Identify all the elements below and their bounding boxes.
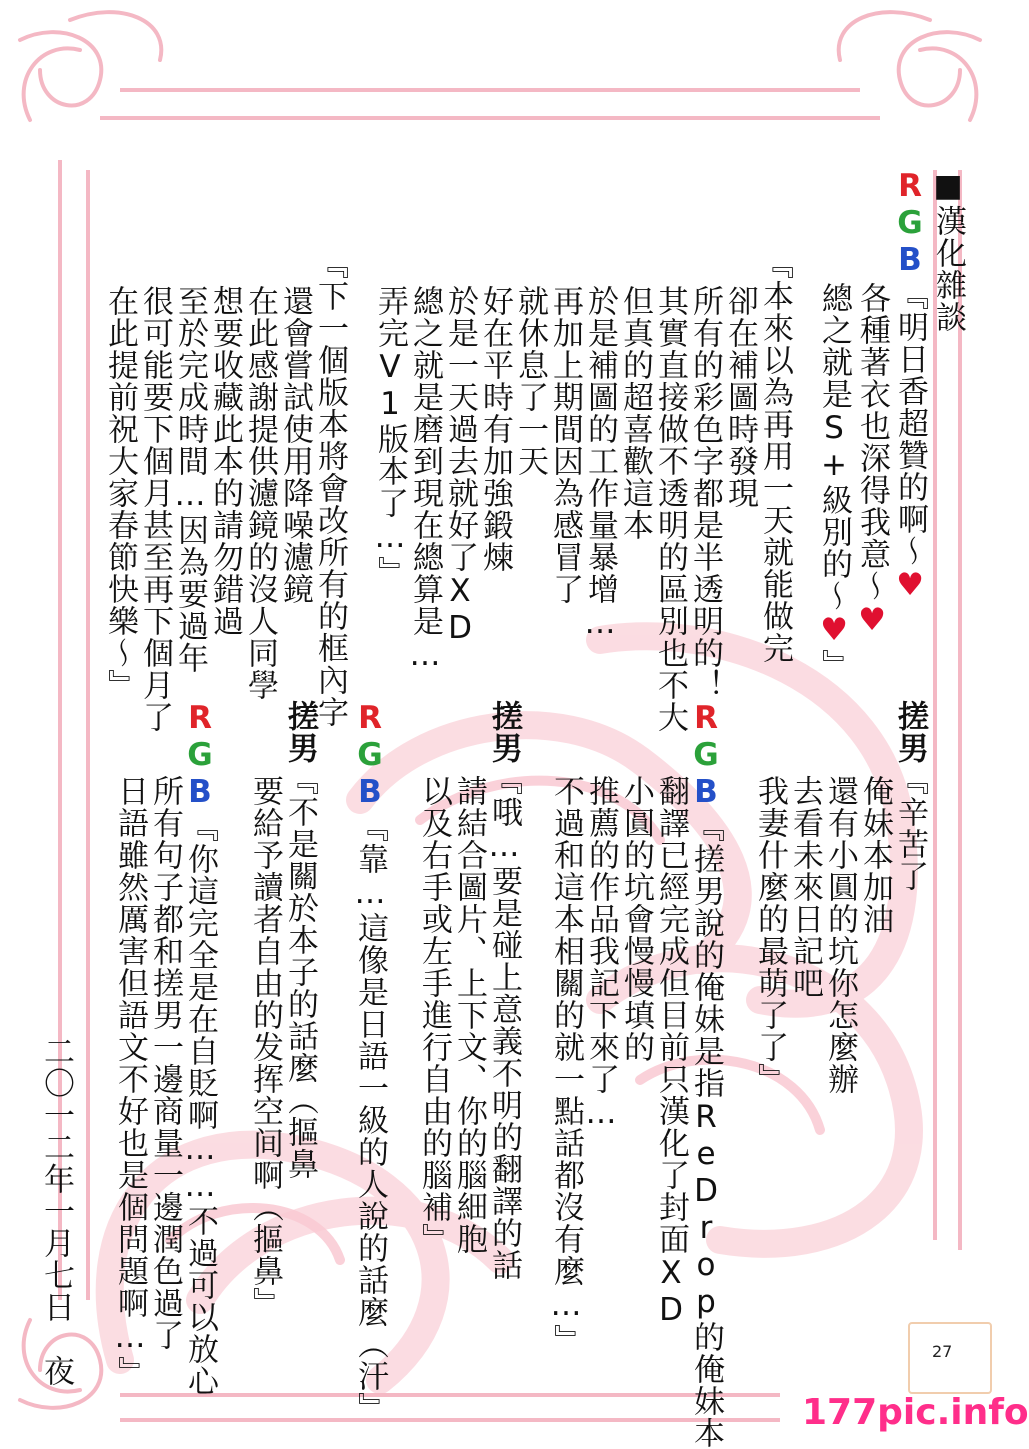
column-upper-c8 [510, 285, 549, 477]
text-line: 『不是關於本子的話麼（摳鼻 [282, 764, 318, 1180]
text-line: 俺妹本加油 [857, 775, 893, 935]
speaker-rgb-r: R [182, 700, 218, 737]
heart-icon: ♥ [854, 602, 890, 639]
text-line: 『你這完全是在自貶啊……不過可以放心 [182, 811, 218, 1397]
date-signature: 二〇一二年一月七日 夜 [38, 1035, 74, 1387]
column-lower-d5 [750, 775, 789, 1095]
speaker-rgb-g: G [182, 737, 218, 774]
column-lower-d15 [280, 700, 319, 1180]
column-lower-d8 [616, 775, 655, 1063]
column-lower-d14 [350, 700, 389, 1424]
column-lower-d16 [245, 775, 284, 1319]
speaker-rgb-r: R [892, 168, 928, 205]
column-upper-c14 [275, 285, 314, 605]
speaker-cuo: 搓男 [282, 700, 318, 764]
text-line: 在此感謝提供濾鏡的沒人同學 [242, 285, 278, 701]
column-lower-d3 [820, 775, 859, 1095]
column-lower-d10 [546, 775, 585, 1356]
column-lower-d13 [414, 775, 453, 1255]
section-heading: ■漢化雜談 [930, 168, 966, 333]
text-line: 還會嘗試使用降噪濾鏡 [277, 285, 313, 605]
text-line: 至於完成時間…因為要過年 [172, 285, 208, 674]
text-line: 於是補圖的工作量暴增… [582, 285, 618, 642]
watermark: 177pic.info [802, 1392, 1029, 1433]
text-line: 不過和這本相關的就一點話都沒有麼…』 [548, 775, 584, 1356]
text-line: 總之就是S+級別的～ [816, 282, 852, 612]
column-lower-d12 [449, 775, 488, 1255]
column-lower-d11 [484, 700, 523, 1281]
column-upper-line2 [852, 282, 891, 639]
column-upper-c17 [170, 285, 209, 674]
speaker-rgb-b: B [182, 774, 218, 811]
heart-icon: ♥ [892, 567, 928, 604]
text-line: 日語雖然厲害但語文不好也是個問題啊…』 [112, 775, 148, 1388]
speaker-rgb-g: G [352, 737, 388, 774]
column-upper-c1 [755, 248, 794, 664]
text-line: 『搓男說的俺妹是指ReDrop的俺妹本 [688, 811, 724, 1449]
text-line: 於是一天過去就好了XD [442, 285, 478, 647]
text-line: 弄完V1版本了…』 [372, 285, 408, 588]
text-line: 『下一個版本將會改所有的框內字 [312, 248, 348, 728]
text-line: 總之就是磨到現在總算是… [407, 285, 443, 674]
column-lower-d7 [651, 775, 690, 1329]
column-upper-c7 [545, 285, 584, 605]
column-upper-c10 [440, 285, 479, 647]
text-line: 推薦的作品我記下來了… [583, 775, 619, 1132]
column-upper-c9 [475, 285, 514, 573]
text-line: 『靠…這像是日語一級的人說的話麼（汗』 [352, 811, 388, 1424]
rgb-opening-text: 『明日香超贊的啊～ [892, 279, 928, 567]
text-line: 所有的彩色字都是半透明的！ [687, 285, 723, 701]
column-lower-d4 [785, 775, 824, 999]
text-line-end: 』 [816, 649, 852, 681]
column-upper-c4 [650, 285, 689, 733]
text-line: 翻譯已經完成但目前只漢化了封面XD [653, 775, 689, 1329]
speaker-rgb-g: G [688, 737, 724, 774]
text-line: 請結合圖片、上下文、你的腦細胞 [451, 775, 487, 1255]
column-lower-d9 [581, 775, 620, 1132]
column-date [36, 1035, 75, 1387]
text-line: 在此提前祝大家春節快樂～』 [102, 285, 138, 701]
text-line: 『哦…要是碰上意義不明的翻譯的話 [486, 764, 522, 1281]
column-upper-line3 [814, 282, 853, 681]
speaker-rgb-r: R [352, 700, 388, 737]
text-line: 要給予讀者自由的发挥空间啊（摳鼻』 [247, 775, 283, 1319]
column-upper-c19 [100, 285, 139, 701]
speaker-cuo: 搓男 [892, 700, 928, 764]
text-line: 我妻什麼的最萌了了』 [752, 775, 788, 1095]
column-upper-c13 [310, 248, 349, 728]
text-line: 再加上期間因為感冒了 [547, 285, 583, 605]
text-line: 卻在補圖時發現 [722, 285, 758, 509]
column-lower-d18 [145, 775, 184, 1351]
text-line: 以及右手或左手進行自由的腦補』 [416, 775, 452, 1255]
column-upper-c3 [685, 285, 724, 701]
column-upper-c18 [135, 285, 174, 733]
text-line: 好在平時有加強鍛煉 [477, 285, 513, 573]
text-line: 但真的超喜歡這本 [617, 285, 653, 541]
column-upper-c11 [405, 285, 444, 674]
column-lower-d1 [890, 700, 929, 892]
text-line: 其實直接做不透明的區別也不大 [652, 285, 688, 733]
text-line: 所有句子都和搓男一邊商量一邊潤色過了 [147, 775, 183, 1351]
text-line: 很可能要下個月甚至再下個月了 [137, 285, 173, 733]
text-line: 想要收藏此本的請勿錯過 [207, 285, 243, 637]
speaker-rgb-b: B [352, 774, 388, 811]
column-lower-d19 [110, 775, 149, 1388]
speaker-rgb-r: R [688, 700, 724, 737]
column-lower-d6 [686, 700, 725, 1449]
speaker-cuo: 搓男 [486, 700, 522, 764]
column-upper-c6 [580, 285, 619, 642]
column-upper-c16 [205, 285, 244, 637]
column-lower-d17 [180, 700, 219, 1397]
column-upper-c2 [720, 285, 759, 509]
column-upper-c5 [615, 285, 654, 541]
text-line: 還有小圓的坑你怎麼辦 [822, 775, 858, 1095]
text-line: 『辛苦了 [892, 764, 928, 892]
column-heading [928, 168, 967, 333]
speaker-rgb-b: B [688, 774, 724, 811]
column-upper-c12 [370, 285, 409, 588]
column-rgb-opening [890, 168, 929, 604]
column-lower-d2 [855, 775, 894, 935]
page-number: 27 [932, 1342, 953, 1361]
text-line: 『本來以為再用一天就能做完 [757, 248, 793, 664]
heart-icon: ♥ [816, 612, 852, 649]
text-line: 各種著衣也深得我意～ [854, 282, 890, 602]
speaker-rgb-g: G [892, 205, 928, 242]
text-line: 去看未來日記吧 [787, 775, 823, 999]
text-line: 就休息了一天 [512, 285, 548, 477]
text-line: 小圓的坑會慢慢填的 [618, 775, 654, 1063]
column-upper-c15 [240, 285, 279, 701]
speaker-rgb-b: B [892, 242, 928, 279]
